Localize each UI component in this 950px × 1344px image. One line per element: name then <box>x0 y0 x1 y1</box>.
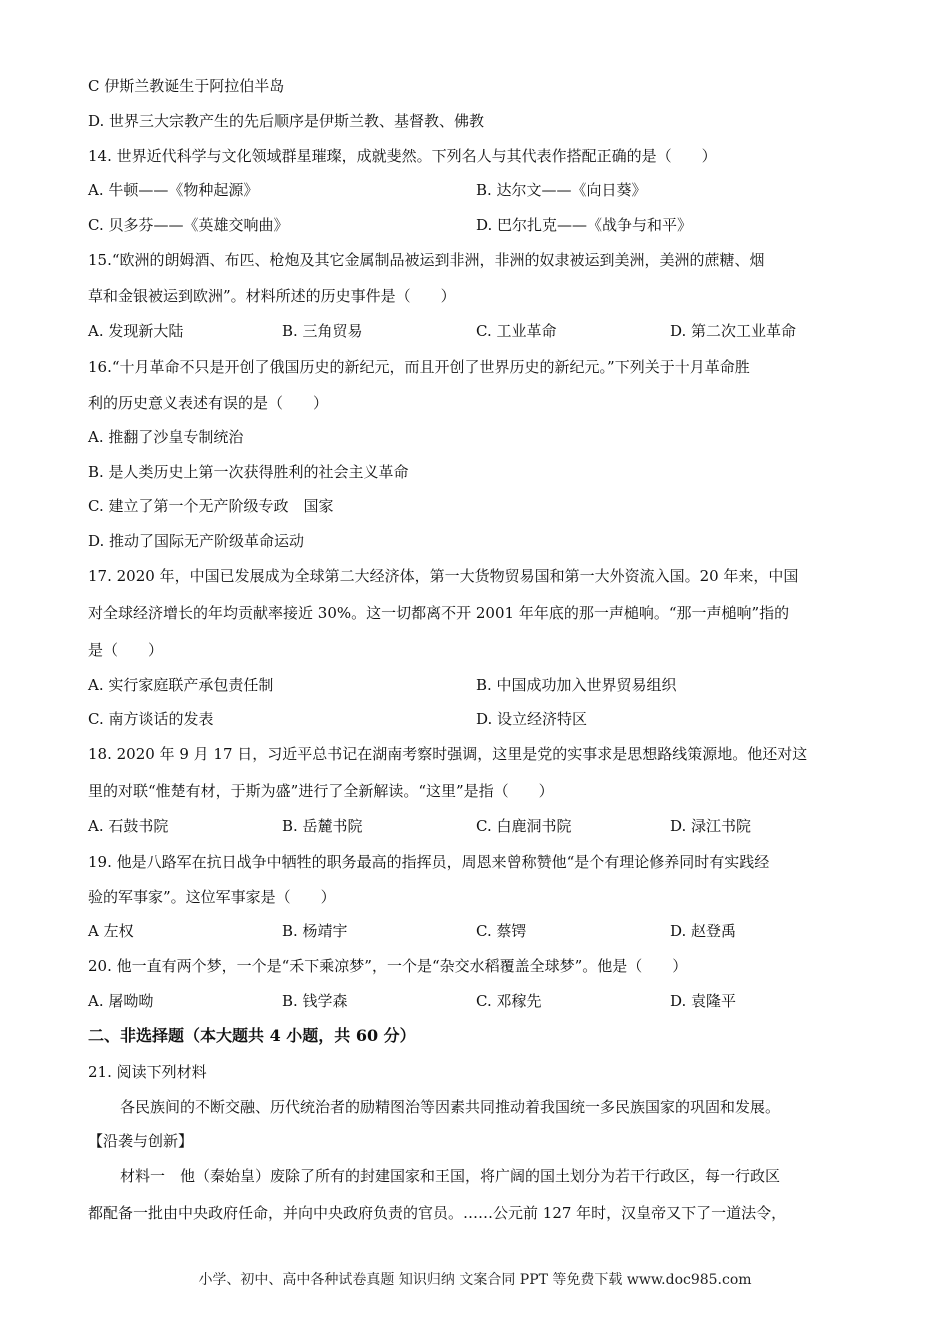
q18-option-d: D. 渌江书院 <box>670 817 752 835</box>
q19-stem-line1: 19. 他是八路军在抗日战争中牺牲的职务最高的指挥员，周恩来曾称赞他“是个有理论修养同时有实践经 <box>88 853 770 871</box>
q13-option-d: D. 世界三大宗教产生的先后顺序是伊斯兰教、基督教、佛教 <box>88 112 485 130</box>
q20-option-a: A. 屠呦呦 <box>88 992 154 1010</box>
q19-option-c: C. 蔡锷 <box>476 922 527 940</box>
q19-option-a: A 左权 <box>88 922 134 940</box>
q13-option-c: C 伊斯兰教诞生于阿拉伯半岛 <box>88 77 285 95</box>
q21-stem: 21. 阅读下列材料 <box>88 1063 207 1081</box>
q14-stem: 14. 世界近代科学与文化领域群星璀璨，成就斐然。下列名人与其代表作搭配正确的是（ ） <box>88 147 717 165</box>
q16-option-d: D. 推动了国际无产阶级革命运动 <box>88 532 305 550</box>
q21-material1-line1: 材料一 他（秦始皇）废除了所有的封建国家和王国，将广阔的国土划分为若干行政区，每一行政区 <box>120 1167 781 1185</box>
q16-option-c: C. 建立了第一个无产阶级专政 国家 <box>88 497 334 515</box>
q20-option-d: D. 袁隆平 <box>670 992 737 1010</box>
q16-option-a: A. 推翻了沙皇专制统治 <box>88 428 244 446</box>
q17-option-a: A. 实行家庭联产承包责任制 <box>88 676 274 694</box>
q15-stem-line1: 15.“欧洲的朗姆酒、布匹、枪炮及其它金属制品被运到非洲，非洲的奴隶被运到美洲，美洲的蔗糖、烟 <box>88 251 765 269</box>
q14-option-d: D. 巴尔扎克——《战争与和平》 <box>476 216 693 234</box>
q16-stem-line1: 16.“十月革命不只是开创了俄国历史的新纪元，而且开创了世界历史的新纪元。”下列关于十月革命胜 <box>88 358 750 376</box>
q16-option-b: B. 是人类历史上第一次获得胜利的社会主义革命 <box>88 463 409 481</box>
q19-option-d: D. 赵登禹 <box>670 922 737 940</box>
q16-stem-line2: 利的历史意义表述有误的是（ ） <box>88 394 329 412</box>
q15-option-b: B. 三角贸易 <box>282 322 363 340</box>
q19-option-b: B. 杨靖宇 <box>282 922 348 940</box>
q14-option-a: A. 牛顿——《物种起源》 <box>88 181 259 199</box>
q20-option-b: B. 钱学森 <box>282 992 348 1010</box>
q18-stem-line1: 18. 2020 年 9 月 17 日，习近平总书记在湖南考察时强调，这里是党的实事求是思想路线策源地。他还对这 <box>88 745 808 763</box>
section-heading: 二、非选择题（本大题共 4 小题，共 60 分） <box>88 1026 416 1045</box>
q17-stem-line3: 是（ ） <box>88 641 164 659</box>
q19-stem-line2: 验的军事家”。这位军事家是（ ） <box>88 888 336 906</box>
q18-stem-line2: 里的对联“惟楚有材，于斯为盛”进行了全新解读。“这里”是指（ ） <box>88 782 554 800</box>
q18-option-c: C. 白鹿洞书院 <box>476 817 572 835</box>
q18-option-a: A. 石鼓书院 <box>88 817 169 835</box>
q17-stem-line2: 对全球经济增长的年均贡献率接近 30%。这一切都离不开 2001 年年底的那一声槌响。“那一声槌响”指的 <box>88 604 790 622</box>
q21-material1-line2: 都配备一批由中央政府任命，并向中央政府负责的官员。……公元前 127 年时，汉皇帝又下了一道法令， <box>88 1204 787 1222</box>
q17-option-c: C. 南方谈话的发表 <box>88 710 214 728</box>
q20-stem: 20. 他一直有两个梦，一个是“禾下乘凉梦”，一个是“杂交水稻覆盖全球梦”。他是（ ） <box>88 957 688 975</box>
q20-option-c: C. 邓稼先 <box>476 992 542 1010</box>
q15-option-c: C. 工业革命 <box>476 322 557 340</box>
q21-intro: 各民族间的不断交融、历代统治者的励精图治等因素共同推动着我国统一多民族国家的巩固和发展。 <box>120 1098 781 1116</box>
q15-option-d: D. 第二次工业革命 <box>670 322 797 340</box>
q17-option-d: D. 设立经济特区 <box>476 710 588 728</box>
q14-option-c: C. 贝多芬——《英雄交响曲》 <box>88 216 289 234</box>
q21-subheading: 【沿袭与创新】 <box>88 1132 194 1150</box>
q17-option-b: B. 中国成功加入世界贸易组织 <box>476 676 677 694</box>
q15-stem-line2: 草和金银被运到欧洲”。材料所述的历史事件是（ ） <box>88 287 456 305</box>
q18-option-b: B. 岳麓书院 <box>282 817 363 835</box>
q15-option-a: A. 发现新大陆 <box>88 322 184 340</box>
page-footer: 小学、初中、高中各种试卷真题 知识归纳 文案合同 PPT 等免费下载 www.doc985.com <box>198 1272 752 1288</box>
q14-option-b: B. 达尔文——《向日葵》 <box>476 181 647 199</box>
q17-stem-line1: 17. 2020 年，中国已发展成为全球第二大经济体，第一大货物贸易国和第一大外资流入国。20 年来，中国 <box>88 567 799 585</box>
